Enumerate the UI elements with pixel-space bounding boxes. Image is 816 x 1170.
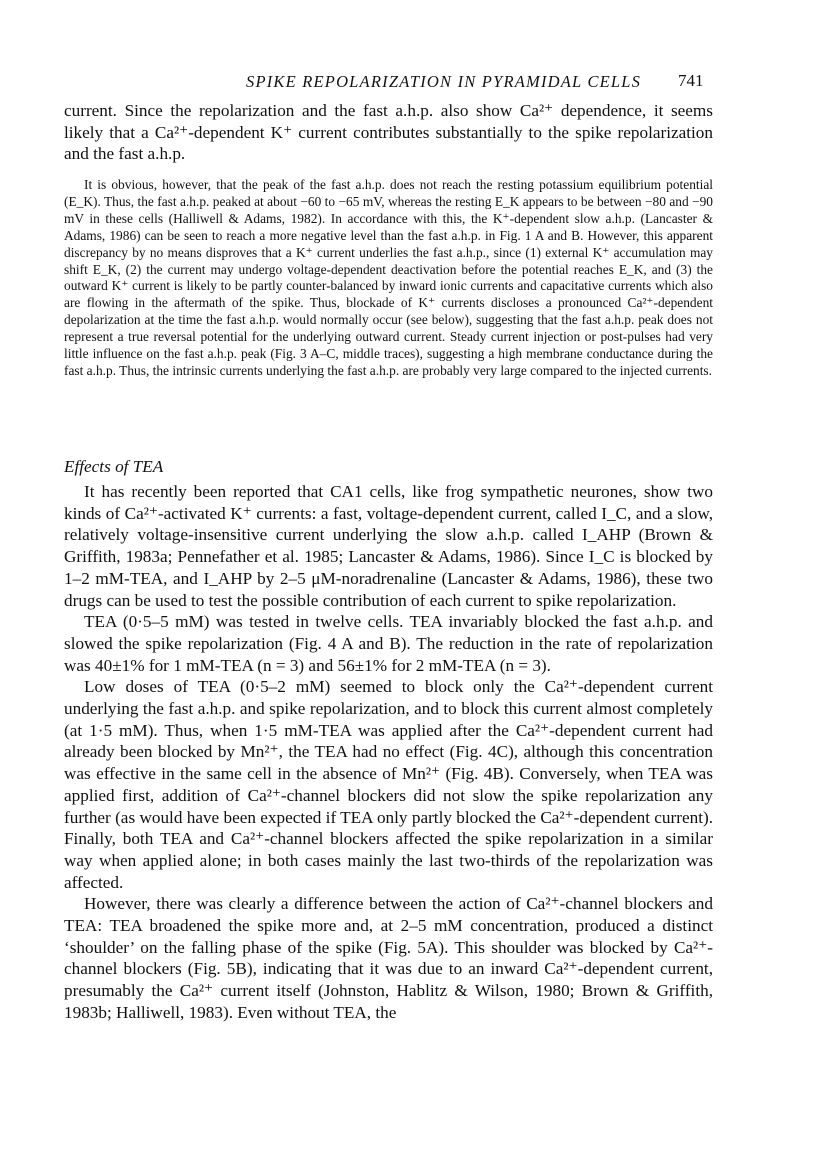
- section-heading: Effects of TEA: [64, 457, 164, 476]
- intro-paragraph-block: [64, 100, 713, 165]
- body-paragraph-1: It has recently been reported that CA1 cells, like frog sympathetic neurones, show two kinds of Ca²⁺-activated K⁺ currents: a fast, voltage-dependent current, called I_C, and a slow, relatively voltage-insensitive current underlying the slow a.h.p. called I_AHP (Brown & Griffith, 1983a; Pennefather et al. 1985; Lancaster & Adams, 1986). Since I_C is blocked by 1–2 mM-TEA, and I_AHP by 2–5 μM-noradrenaline (Lancaster & Adams, 1986), these two drugs can be used to test the possible contribution of each current to spike repolarization.: [64, 482, 713, 610]
- section-effects-of-tea: [64, 456, 713, 477]
- body-paragraph-2: TEA (0·5–5 mM) was tested in twelve cells. TEA invariably blocked the fast a.h.p. and slowed the spike repolarization (Fig. 4 A and B). The reduction in the rate of repolarization was 40±1% for 1 mM-TEA (n = 3) and 56±1% for 2 mM-TEA (n = 3).: [64, 612, 713, 675]
- section-body: [64, 481, 713, 1024]
- body-paragraph-4: However, there was clearly a difference between the action of Ca²⁺-channel blockers and TEA: TEA broadened the spike more and, at 2–5 mM concentration, produced a distinct ‘shoulder’ on the falling phase of the spike (Fig. 5A). This shoulder was blocked by Ca²⁺-channel blockers (Fig. 5B), indicating that it was due to an inward Ca²⁺-dependent current, presumably the Ca²⁺ current itself (Johnston, Hablitz & Wilson, 1980; Brown & Griffith, 1983b; Halliwell, 1983). Even without TEA, the: [64, 894, 713, 1022]
- body-paragraph-3: Low doses of TEA (0·5–2 mM) seemed to block only the Ca²⁺-dependent current underlying the fast a.h.p. and spike repolarization, and to block this current almost completely (at 1·5 mM). Thus, when 1·5 mM-TEA was applied after the Ca²⁺-dependent current had already been blocked by Mn²⁺, the TEA had no effect (Fig. 4C), although this concentration was effective in the same cell in the absence of Mn²⁺ (Fig. 4B). Conversely, when TEA was applied first, addition of Ca²⁺-channel blockers did not slow the spike repolarization any further (as would have been expected if TEA only partly blocked the Ca²⁺-dependent current). Finally, both TEA and Ca²⁺-channel blockers affected the spike repolarization in a similar way when applied alone; in both cases mainly the last two-thirds of the repolarization was affected.: [64, 677, 713, 892]
- page-number: 741: [678, 71, 704, 90]
- running-head: SPIKE REPOLARIZATION IN PYRAMIDAL CELLS: [246, 72, 642, 91]
- smallprint-block: [64, 177, 713, 380]
- smallprint-paragraph: It is obvious, however, that the peak of the fast a.h.p. does not reach the resting potassium equilibrium potential (E_K). Thus, the fast a.h.p. peaked at about −60 to −65 mV, whereas the resting E_K appears to be between −80 and −90 mV in these cells (Halliwell & Adams, 1982). In accordance with this, the K⁺-dependent slow a.h.p. (Lancaster & Adams, 1986) can be seen to reach a more negative level than the fast a.h.p. in Fig. 1 A and B. However, this apparent discrepancy by no means disproves that a K⁺ current underlies the fast a.h.p., since (1) external K⁺ accumulation may shift E_K, (2) the current may undergo voltage-dependent deactivation before the potential reaches E_K, and (3) the outward K⁺ current is likely to be partly counter-balanced by inward ionic currents and capacitative currents which also are flowing in the aftermath of the spike. Thus, blockade of K⁺ currents discloses a pronounced Ca²⁺-dependent depolarization at the time the fast a.h.p. would normally occur (see below), suggesting that the fast a.h.p. peak does not represent a true reversal potential for the underlying outward current. Steady current injection or post-pulses had very little influence on the fast a.h.p. peak (Fig. 3 A–C, middle traces), suggesting a high membrane conductance during the fast a.h.p. Thus, the intrinsic currents underlying the fast a.h.p. are probably very large compared to the injected currents.: [64, 177, 713, 378]
- intro-paragraph: current. Since the repolarization and the fast a.h.p. also show Ca²⁺ dependence, it seems likely that a Ca²⁺-dependent K⁺ current contributes substantially to the spike repolarization and the fast a.h.p.: [64, 101, 713, 164]
